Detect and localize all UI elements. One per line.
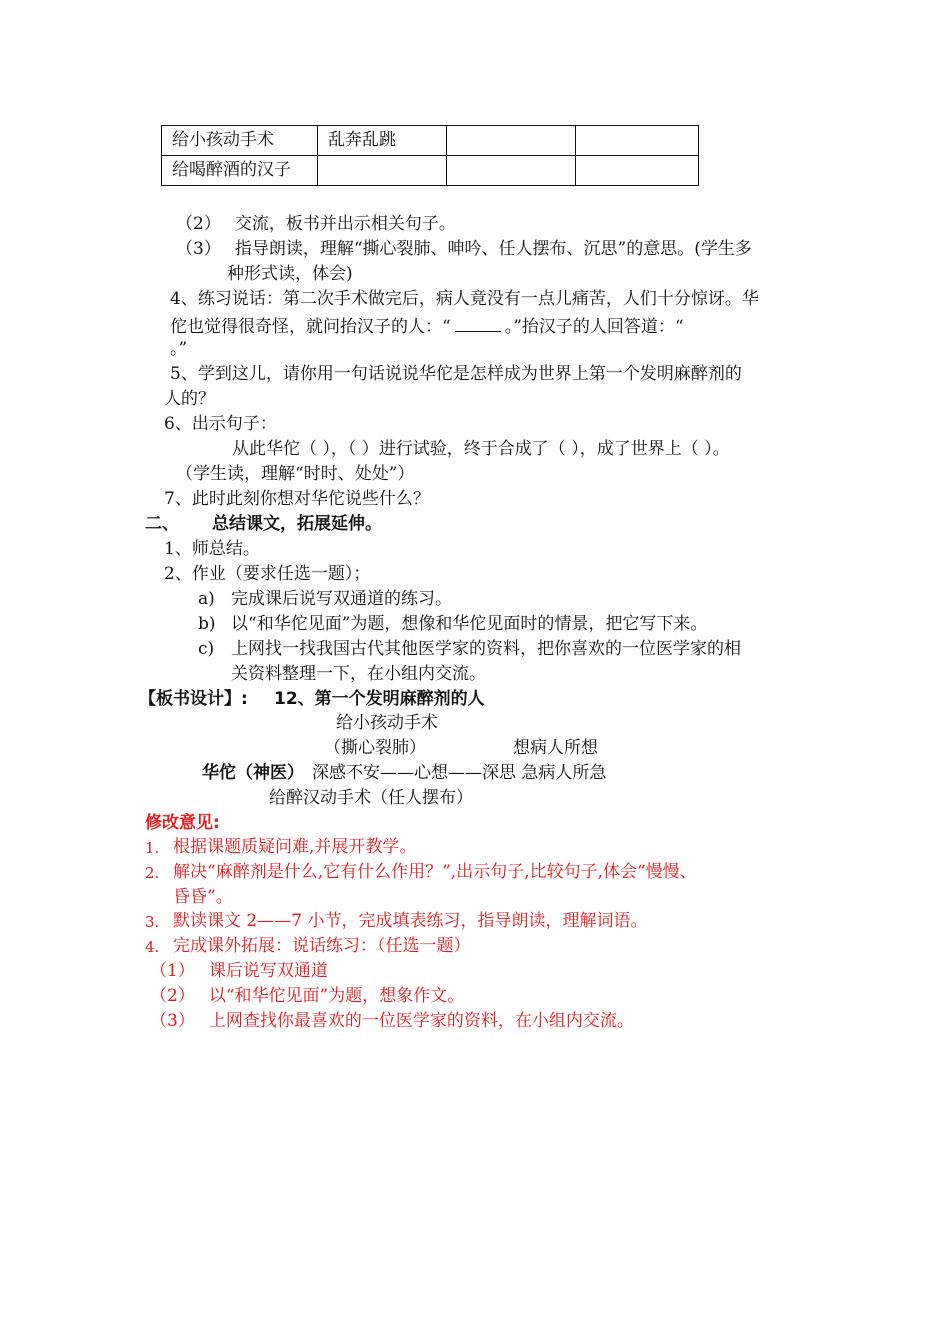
- table-cell: [447, 126, 576, 156]
- sub-label-c: c): [198, 639, 215, 659]
- table-row: [162, 126, 699, 156]
- table-cell: 给喝醉酒的汉子: [162, 156, 318, 186]
- sub-label-a: a): [198, 589, 215, 609]
- board-title: 12、第一个发明麻醉剂的人: [274, 689, 485, 709]
- board-line-2a: （撕心裂肺）: [324, 738, 426, 758]
- table-cell: [318, 156, 447, 186]
- revision-item: 默读课文 2——7 小节，完成填表练习，指导朗读，理解词语。: [173, 911, 648, 931]
- step-4-line3: 。”: [170, 339, 188, 359]
- step-7: 7、此时此刻你想对华佗说些什么？: [164, 489, 430, 509]
- revision-sub: [150, 1013, 634, 1030]
- step-text: 交流，板书并出示相关句子。: [234, 214, 456, 234]
- revision-num: 2.: [145, 864, 160, 882]
- sub-text-c-cont: 关资料整理一下，在小组内交流。: [231, 664, 486, 684]
- step-text: 佗也觉得很奇怪，就问抬汉子的人：“: [170, 317, 451, 337]
- revision-num: 1.: [145, 839, 160, 857]
- revision-sub-num: （2）: [150, 986, 195, 1006]
- section-number: 二、: [145, 514, 179, 534]
- revision-item-cont: 昏昏”。: [173, 887, 233, 907]
- revision-sub-num: （3）: [150, 1011, 195, 1031]
- board-line-3: [202, 765, 606, 782]
- section-item-2: 2、作业（要求任选一题）；: [164, 564, 371, 584]
- step-2: [176, 216, 456, 233]
- table-cell: [576, 156, 699, 186]
- step-number: （2）: [176, 214, 221, 234]
- step-4-line1: 4、练习说话：第二次手术做完后，病人竟没有一点儿痛苦，人们十分惊讶。华: [170, 289, 759, 309]
- table-cell: 乱奔乱跳: [318, 126, 447, 156]
- revision-sub-text: 上网查找你最喜欢的一位医学家的资料，在小组内交流。: [208, 1011, 634, 1031]
- sub-text-b: 以“和华佗见面”为题，想像和华佗见面时的情景，把它写下来。: [231, 614, 708, 634]
- revision-title: 修改意见:: [145, 813, 220, 833]
- fill-in-table: [161, 125, 699, 186]
- step-3: [176, 241, 752, 258]
- step-6-sentence: 从此华佗（ ），（ ）进行试验，终于合成了（ ），成了世界上（ ）。: [232, 439, 730, 459]
- board-line-1: 给小孩动手术: [336, 713, 438, 733]
- revision-item: 根据课题质疑问难,并展开教学。: [173, 837, 417, 857]
- revision-num: 4.: [145, 938, 160, 956]
- section-item-1: 1、师总结。: [164, 539, 260, 559]
- sub-label-b: b): [198, 614, 216, 634]
- revision-sub: [150, 988, 464, 1005]
- step-text: 指导朗读，理解“撕心裂肺、呻吟、任人摆布、沉思”的意思。(学生多: [234, 239, 752, 259]
- step-number: （3）: [176, 239, 221, 259]
- step-4-line2: [170, 316, 684, 336]
- section-title: 总结课文，拓展延伸。: [212, 514, 382, 534]
- step-3-cont: 种形式读，体会): [227, 264, 353, 284]
- revision-item: 解决“麻醉剂是什么,它有什么作用？”,出示句子,比较句子,体会“慢慢、: [173, 862, 697, 882]
- table-cell: [447, 156, 576, 186]
- revision-sub: [150, 963, 328, 980]
- board-line-2b: 想病人所想: [513, 738, 598, 758]
- step-6-note: （学生读，理解“时时、处处”）: [176, 464, 415, 484]
- sub-text-a: 完成课后说写双通道的练习。: [231, 589, 452, 609]
- step-5-line2: 人的？: [164, 389, 215, 409]
- board-line-4: 给醉汉动手术（任人摆布）: [269, 788, 473, 808]
- board-label: 【板书设计】:: [139, 689, 248, 709]
- step-text: 。”抬汉子的人回答道：“: [504, 317, 684, 337]
- revision-sub-num: （1）: [150, 961, 195, 981]
- board-flow: 深感不安——心想——深思 急病人所急: [312, 763, 607, 783]
- board-center: 华佗（神医）: [202, 763, 304, 783]
- revision-item: 完成课外拓展：说话练习：（任选一题）: [173, 936, 471, 956]
- table-cell: 给小孩动手术: [162, 126, 318, 156]
- table-cell: [576, 126, 699, 156]
- step-6-title: 6、出示句子：: [164, 414, 277, 434]
- step-5-line1: 5、学到这儿，请你用一句话说说华佗是怎样成为世界上第一个发明麻醉剂的: [170, 364, 742, 384]
- revision-num: 3.: [145, 913, 160, 931]
- answer-blank[interactable]: [455, 316, 501, 332]
- table-row: [162, 156, 699, 186]
- revision-sub-text: 课后说写双通道: [208, 961, 328, 981]
- revision-sub-text: 以“和华佗见面”为题，想象作文。: [208, 986, 465, 1006]
- sub-text-c: 上网找一找我国古代其他医学家的资料，把你喜欢的一位医学家的相: [231, 639, 741, 659]
